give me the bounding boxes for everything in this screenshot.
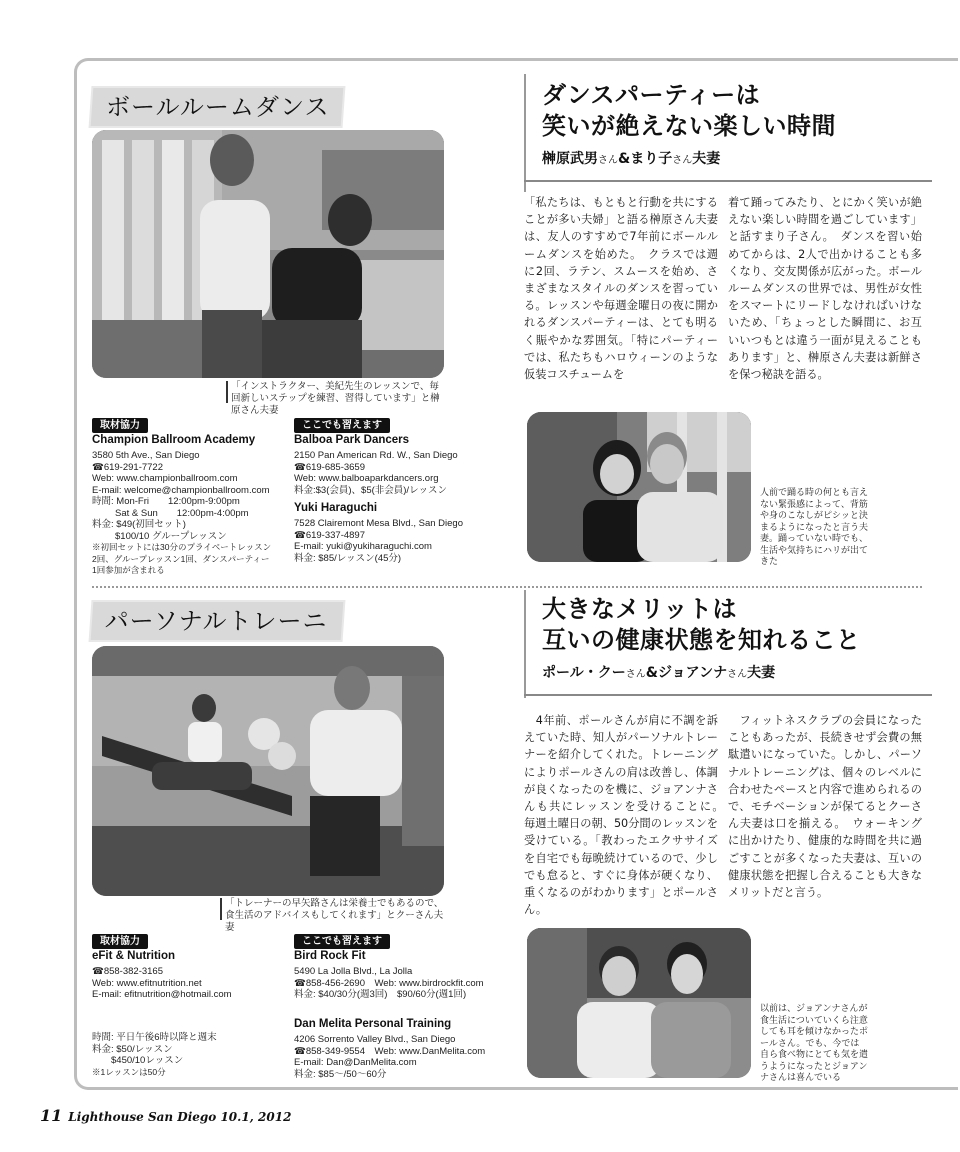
org-phone: ☎619-685-3659 xyxy=(294,461,365,473)
training-photo-caption: 「トレーナーの早矢路さんは栄養士でもあるので、食生活のアドバイスもしてくれます」とクーさん夫妻 xyxy=(225,898,444,933)
hours-label: 時間: xyxy=(92,496,114,507)
training-photo xyxy=(92,646,444,896)
section1-body-col2: 着て踊ってみたり、とにかく笑いが絶えない楽しい時間を過ごしています」と話すまり子さん。 ダンスを習い始めてからは、2人で出かけることも多くなり、交友関係が広がった。ボールルームダンスの世界では、男性が女性をスマートにリードしなければいけないため、「ちょっとした瞬間に、お互いいつもとは違う一面が見えることもあります」と、榊原さん夫妻は新鮮さを保つ秘訣を語る。 xyxy=(728,196,922,382)
org-web: Web: www.efitnutrition.net xyxy=(92,977,202,989)
couple-photo-1 xyxy=(527,412,751,562)
fee-package: $450/10レッスン xyxy=(92,1055,184,1066)
note-line2: 2回、グループレッスン1回、ダンスパーティー xyxy=(92,553,270,564)
org-hours-fees xyxy=(92,1032,288,1078)
section1-body-col1: 「私たちは、もともと行動を共にすることが多い夫婦」と語る榊原さん夫妻は、友人のすすめで7年前にボールルームダンスを始めた。 クラスでは週に2回、ラテン、スムースを始め、さまざまなスタイルのダンスを習っている。レッスンや毎週金曜日の夜に開かれるダンスパーティーは、とても明るく賑やかな雰囲気。「特にパーティーでは、私たちもハロウィーンのような仮装コスチュームを xyxy=(524,196,718,382)
byline-tail: 夫妻 xyxy=(692,151,721,167)
page-footer xyxy=(40,1106,291,1125)
org-address: 4206 Sorrento Valley Blvd., San Diego xyxy=(294,1034,456,1045)
fee-label: 料金: xyxy=(92,519,114,530)
couple-photo-2-caption: 以前は、ジョアンナさんが食生活についていくら注意しても耳を傾けなかったポールさん。でも、今では自ら食べ物にとても気を遣うようになったとジョアンナさんは喜んでいる xyxy=(760,1004,869,1083)
section2-byline xyxy=(542,662,775,682)
byline-amp: & xyxy=(618,151,631,167)
fee-first: $49(初回セット) xyxy=(116,519,186,530)
org-email: E-mail: welcome@championballroom.com xyxy=(92,484,270,496)
byline-san1: さん xyxy=(625,669,646,680)
section-banner-personal-training xyxy=(91,602,344,640)
headline-line1: 大きなメリットは xyxy=(542,595,738,623)
org-info xyxy=(294,1034,504,1080)
section-banner-ballroom xyxy=(91,88,344,126)
org-fee: 料金:$3(会員)、$5(非会員)/レッスン xyxy=(294,484,447,496)
section2-body-col2: フィットネスクラブの会員になったこともあったが、長続きせず会費の無駄遣いになっていた。しかし、パーソナルトレーニングは、個々のレベルに合わせたペースと内容で進められるので、モチベーションが保てるとクーさん夫妻は口を揃える。 ウォーキングに出かけたり、健康的な時間を共に過ごすことが多くなった夫妻は、互いの健康状態を把握し合えることも大きなメリットだと言う。 xyxy=(728,714,922,900)
couple-photo-1-caption: 人前で踊る時の何とも言えない緊張感によって、背筋や身のこなしがピシッと決まるようになったと言う夫妻。踊っていない時でも、生活や気持ちにハリが出てきた xyxy=(760,488,869,567)
org-fee: 料金: $40/30分(週3回) $90/60分(週1回) xyxy=(294,989,467,1000)
section2-body-col1: 4年前、ポールさんが肩に不調を訴えていた時、知人がパーソナルトレーナーを紹介してくれた。トレーニングによりポールさんの肩は改善し、体調が良くなったのを機に、ジョアンナさんも共にレッスンを受けることに。 毎週土曜日の朝、50分間のレッスンを受けている。「教わったエクササイズを自宅でも毎晩続けているので、少しでも怠ると、すぐに身体が硬くなり、重くなるのがわかります」とポールさん。 xyxy=(524,714,730,917)
ballroom-photo xyxy=(92,130,444,378)
note: ※1レッスンは50分 xyxy=(92,1066,166,1077)
byline-san2: さん xyxy=(727,669,748,680)
headline-rule xyxy=(524,180,932,182)
org-address: 5490 La Jolla Blvd., La Jolla xyxy=(294,966,413,977)
byline-name1: 榊原武男 xyxy=(542,151,598,167)
org-name: Yuki Haraguchi xyxy=(294,502,378,514)
section-divider xyxy=(92,586,922,588)
caption-rule xyxy=(220,898,222,920)
org-phone-web: ☎858-456-2690 Web: www.birdrockfit.com xyxy=(294,977,484,989)
org-name: Dan Melita Personal Training xyxy=(294,1018,452,1030)
org-email: E-mail: efitnutrition@hotmail.com xyxy=(92,989,232,1000)
byline-name2: ジョアンナ xyxy=(657,665,728,681)
org-phone: ☎858-382-3165 xyxy=(92,966,163,977)
caption-rule xyxy=(226,381,228,403)
org-info xyxy=(294,518,494,564)
ballroom-photo-caption: 「インストラクター、美紀先生のレッスンで、毎回新しいステップを練習、習得しています」と榊原さん夫妻 xyxy=(231,381,440,416)
org-name: eFit & Nutrition xyxy=(92,950,176,962)
byline-amp: & xyxy=(645,665,658,681)
byline-san2: さん xyxy=(672,155,693,166)
hours-weekend: Sat & Sun 12:00pm-4:00pm xyxy=(115,507,249,519)
org-address: 3580 5th Ave., San Diego xyxy=(92,450,200,461)
byline-san1: さん xyxy=(598,155,618,166)
headline-line1: ダンスパーティーは xyxy=(542,81,761,109)
org-info xyxy=(294,450,494,496)
section2-headline xyxy=(542,594,942,656)
org-web: Web: www.balboaparkdancers.org xyxy=(294,473,439,484)
org-fee: 料金: $85〜/50〜60分 xyxy=(294,1068,387,1080)
publication-name: Lighthouse San Diego 10.1, 2012 xyxy=(68,1110,292,1124)
headline-line2: 互いの健康状態を知れること xyxy=(542,626,861,654)
org-address: 2150 Pan American Rd. W., San Diego xyxy=(294,450,458,461)
fee-single: 料金: $50/レッスン xyxy=(92,1043,173,1055)
org-email: E-mail: yuki@yukiharaguchi.com xyxy=(294,541,432,552)
org-name: Champion Ballroom Academy xyxy=(92,434,256,446)
banner-text: ボールルームダンス xyxy=(106,93,330,121)
org-phone: ☎619-291-7722 xyxy=(92,461,163,473)
headline-vrule xyxy=(524,590,526,698)
org-email: E-mail: Dan@DanMelita.com xyxy=(294,1057,417,1068)
section1-byline xyxy=(542,148,720,168)
tag-cooperation: 取材協力 xyxy=(92,418,148,433)
byline-name2: まり子 xyxy=(630,151,673,167)
page-number: 11 xyxy=(40,1106,63,1125)
org-info xyxy=(92,450,288,577)
org-info xyxy=(294,966,504,1001)
org-fee: 料金: $85/レッスン(45分) xyxy=(294,552,402,564)
org-web: Web: www.championballroom.com xyxy=(92,473,238,484)
fee-group: $100/10 グループレッスン xyxy=(115,530,227,542)
headline-rule xyxy=(524,694,932,696)
org-phone-web: ☎858-349-9554 Web: www.DanMelita.com xyxy=(294,1045,486,1057)
byline-tail: 夫妻 xyxy=(747,665,776,681)
headline-vrule xyxy=(524,74,526,192)
org-name: Bird Rock Fit xyxy=(294,950,366,962)
section1-headline xyxy=(542,80,942,142)
org-info xyxy=(92,966,288,1001)
tag-cooperation: 取材協力 xyxy=(92,934,148,949)
couple-photo-2 xyxy=(527,928,751,1078)
tag-also-learn: ここでも習えます xyxy=(294,418,390,433)
note-line3: 1回参加が含まれる xyxy=(92,565,165,575)
org-phone: ☎619-337-4897 xyxy=(294,529,365,541)
hours: 時間: 平日午後6時以降と週末 xyxy=(92,1032,217,1043)
byline-name1: ポール・クー xyxy=(542,665,626,681)
org-address: 7528 Clairemont Mesa Blvd., San Diego xyxy=(294,518,463,529)
hours-weekday: Mon-Fri 12:00pm-9:00pm xyxy=(116,496,240,507)
banner-text: パーソナルトレーニング xyxy=(104,607,328,635)
note-line1: ※初回セットには30分のプライベートレッスン xyxy=(92,542,272,552)
headline-line2: 笑いが絶えない楽しい時間 xyxy=(542,112,836,140)
org-name: Balboa Park Dancers xyxy=(294,434,410,446)
tag-also-learn: ここでも習えます xyxy=(294,934,390,949)
